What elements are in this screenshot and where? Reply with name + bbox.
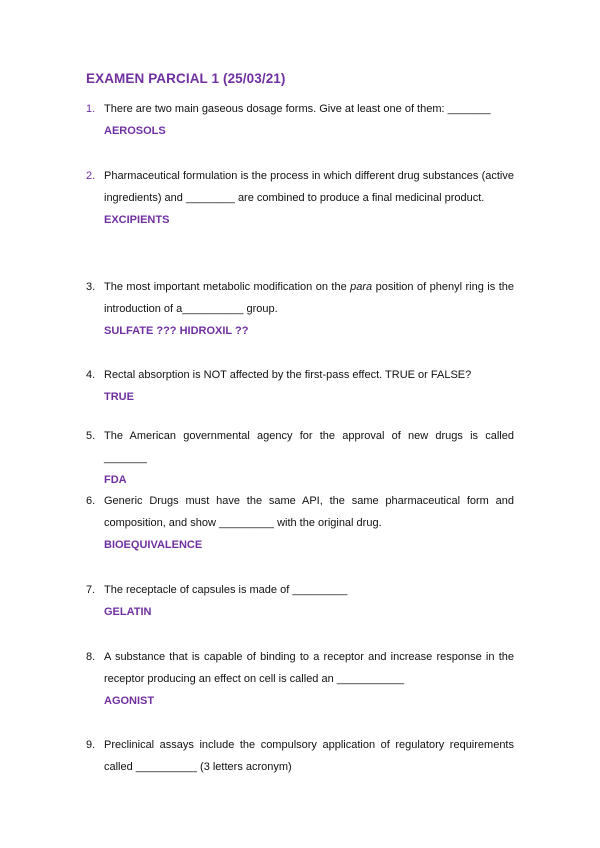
question-2 <box>86 165 514 231</box>
answer: SULFATE ??? HIDROXIL ?? <box>104 325 249 337</box>
question-number: 1. <box>86 103 96 115</box>
answer: TRUE <box>104 391 134 403</box>
question-number: 6. <box>86 495 96 507</box>
question-text: There are two main gaseous dosage forms. Give at least one of them: _______ <box>104 103 491 115</box>
question-number: 2. <box>86 170 96 182</box>
question-5 <box>86 425 514 491</box>
question-text: Rectal absorption is NOT affected by the first-pass effect. TRUE or FALSE? <box>104 369 472 381</box>
question-9 <box>86 734 514 778</box>
page-title: EXAMEN PARCIAL 1 (25/03/21) <box>86 71 286 86</box>
answer: AGONIST <box>104 695 155 707</box>
question-text: Preclinical assays include the compulsory application of regulatory requirements called __________ (3 letters acronym) <box>104 739 514 773</box>
question-text: Generic Drugs must have the same API, the same pharmaceutical form and composition, and show _________ with the original drug. <box>104 495 514 529</box>
question-text <box>104 276 514 320</box>
question-3 <box>86 276 514 342</box>
question-text: A substance that is capable of binding to a receptor and increase response in the receptor producing an effect on cell is called an ___________ <box>104 651 514 685</box>
answer: FDA <box>104 474 127 486</box>
question-7 <box>86 579 514 623</box>
question-8 <box>86 646 514 712</box>
question-number: 5. <box>86 430 96 442</box>
answer: AEROSOLS <box>104 125 166 137</box>
italic-term: para <box>350 281 373 293</box>
question-number: 7. <box>86 584 96 596</box>
question-number: 9. <box>86 739 96 751</box>
question-number: 3. <box>86 281 96 293</box>
question-text: Pharmaceutical formulation is the process in which different drug substances (active ingredients) and ________ are combined to produce a final medicinal product. <box>104 170 514 204</box>
question-1 <box>86 98 514 142</box>
answer: GELATIN <box>104 606 152 618</box>
question-number: 8. <box>86 651 96 663</box>
question-text: The receptacle of capsules is made of _________ <box>104 584 348 596</box>
question-4 <box>86 364 514 408</box>
question-number: 4. <box>86 369 96 381</box>
answer: BIOEQUIVALENCE <box>104 539 203 551</box>
answer: EXCIPIENTS <box>104 214 170 226</box>
question-text-part: The most important metabolic modification on the <box>104 281 351 293</box>
question-6 <box>86 490 514 556</box>
question-text: The American governmental agency for the approval of new drugs is called _______ <box>104 430 514 464</box>
question-text-part: position of phenyl ring is the introduction of a__________ group. <box>104 281 514 315</box>
